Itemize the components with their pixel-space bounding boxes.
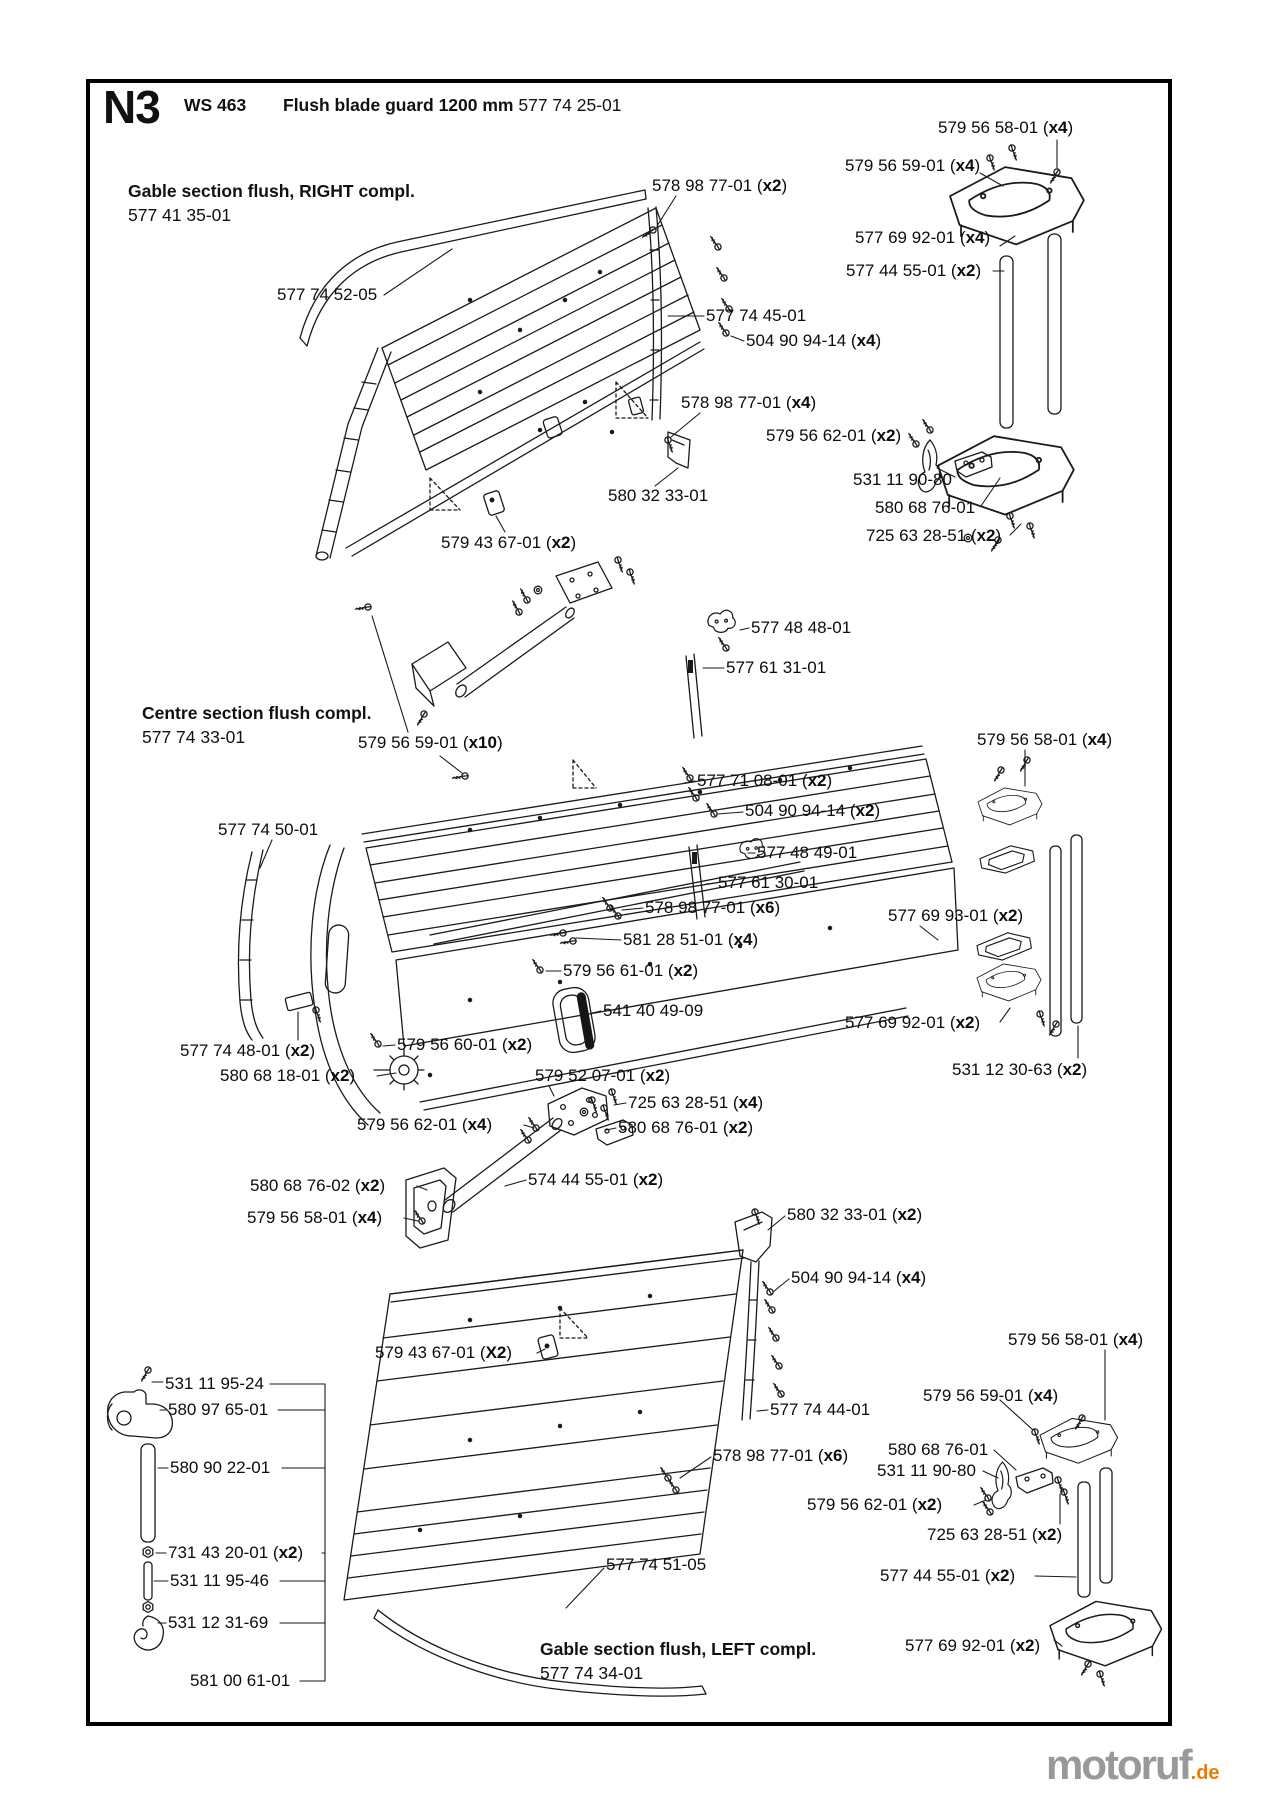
model-name: WS 463 [184, 95, 247, 115]
part-label: 577 74 52-05 [277, 285, 378, 304]
part-label: 577 48 49-01 [757, 843, 858, 862]
part-label: 579 43 67-01 (X2) [375, 1343, 513, 1362]
part-label: 577 74 48-01 (x2) [180, 1041, 316, 1060]
part-label: 531 11 95-24 [165, 1374, 264, 1393]
part-label: 577 74 51-05 [606, 1555, 707, 1574]
logo-text: motoruf [1046, 1741, 1191, 1788]
part-label: 577 69 92-01 (x2) [845, 1013, 981, 1032]
part-label: 504 90 94-14 (x4) [746, 331, 882, 350]
part-label: 581 28 51-01 (x4) [623, 930, 759, 949]
part-label: 577 74 44-01 [770, 1400, 871, 1419]
part-label: 577 69 92-01 (x2) [905, 1636, 1041, 1655]
part-label: 580 68 76-01 [888, 1440, 989, 1459]
part-label: 504 90 94-14 (x2) [745, 801, 881, 820]
part-label: 578 98 77-01 (x6) [645, 898, 781, 917]
section-title-right-gable [128, 181, 415, 226]
lower-tube-assembly [406, 1088, 633, 1248]
part-label: 531 11 95-46 [170, 1571, 269, 1590]
part-label: 579 56 62-01 (x4) [357, 1115, 493, 1134]
part-label: 577 71 08-01 (x2) [697, 771, 833, 790]
part-label: 580 32 33-01 [608, 486, 709, 505]
centre-hardware-right [977, 757, 1082, 1036]
part-label: 580 32 33-01 (x2) [787, 1205, 923, 1224]
hanging-kit-drawing [108, 1367, 173, 1650]
part-label: 579 56 61-01 (x2) [563, 961, 699, 980]
part-label: 731 43 20-01 (x2) [168, 1543, 304, 1562]
part-label: 577 74 50-01 [218, 820, 319, 839]
part-label: 579 56 58-01 (x4) [247, 1208, 383, 1227]
part-label: 579 56 58-01 (x4) [1008, 1330, 1144, 1349]
part-label: 577 44 55-01 (x2) [846, 261, 982, 280]
part-label: 578 98 77-01 (x2) [652, 176, 788, 195]
section-title-centre [142, 703, 371, 748]
mid-rail-assembly [412, 556, 735, 738]
part-label: 504 90 94-14 (x4) [791, 1268, 927, 1287]
part-label: 531 12 31-69 [168, 1613, 269, 1632]
logo-tld: .de [1190, 1762, 1220, 1784]
part-label: 725 63 28-51 (x2) [927, 1525, 1063, 1544]
page-code: N3 [103, 81, 160, 133]
section-name: Gable section flush, RIGHT compl. [128, 181, 415, 201]
page-title-part-no: 577 74 25-01 [518, 95, 622, 115]
part-label: 574 44 55-01 (x2) [528, 1170, 664, 1189]
part-label: 577 74 45-01 [706, 306, 807, 325]
right-gable-hardware [905, 144, 1084, 551]
part-label: 579 56 62-01 (x2) [807, 1495, 943, 1514]
section-title-left-gable [540, 1639, 816, 1684]
section-name: Gable section flush, LEFT compl. [540, 1639, 817, 1659]
motoruf-logo [1046, 1741, 1220, 1788]
part-label: 725 63 28-51 (x2) [866, 526, 1002, 545]
part-label: 577 69 93-01 (x2) [888, 906, 1024, 925]
part-label: 577 61 30-01 [718, 873, 819, 892]
part-label: 577 61 31-01 [726, 658, 827, 677]
page-title-text: Flush blade guard 1200 mm [283, 95, 514, 115]
part-label: 580 68 18-01 (x2) [220, 1066, 356, 1085]
part-label: 531 11 90-80 [877, 1461, 976, 1480]
part-label: 541 40 49-09 [603, 1001, 704, 1020]
part-label: 725 63 28-51 (x4) [628, 1093, 764, 1112]
part-label: 580 90 22-01 [170, 1458, 271, 1477]
part-label: 580 68 76-02 (x2) [250, 1176, 386, 1195]
part-label: 531 11 90-80 [853, 470, 952, 489]
part-label: 577 48 48-01 [751, 618, 852, 637]
part-label: 577 44 55-01 (x2) [880, 1566, 1016, 1585]
part-label: 579 56 62-01 (x2) [766, 426, 902, 445]
part-label: 579 56 59-01 (x4) [923, 1386, 1059, 1405]
part-label: 579 56 58-01 (x4) [938, 118, 1074, 137]
part-label: 579 56 60-01 (x2) [397, 1035, 533, 1054]
section-part-no: 577 74 33-01 [142, 727, 246, 747]
part-label: 579 43 67-01 (x2) [441, 533, 577, 552]
part-label: 577 69 92-01 (x4) [855, 228, 991, 247]
page-title [283, 95, 622, 116]
part-label: 580 97 65-01 [168, 1400, 269, 1419]
part-label: 579 56 58-01 (x4) [977, 730, 1113, 749]
part-label: 578 98 77-01 (x4) [681, 393, 817, 412]
part-label: 579 52 07-01 (x2) [535, 1066, 671, 1085]
section-part-no: 577 74 34-01 [540, 1663, 644, 1683]
section-part-no: 577 41 35-01 [128, 205, 232, 225]
part-label: 531 12 30-63 (x2) [952, 1060, 1088, 1079]
part-label: 578 98 77-01 (x6) [713, 1446, 849, 1465]
part-label: 581 00 61-01 [190, 1671, 291, 1690]
part-label: 580 68 76-01 [875, 498, 976, 517]
section-name: Centre section flush compl. [142, 703, 372, 723]
part-label: 580 68 76-01 (x2) [618, 1118, 754, 1137]
part-label: 579 56 59-01 (x10) [358, 733, 503, 752]
part-label: 579 56 59-01 (x4) [845, 156, 981, 175]
